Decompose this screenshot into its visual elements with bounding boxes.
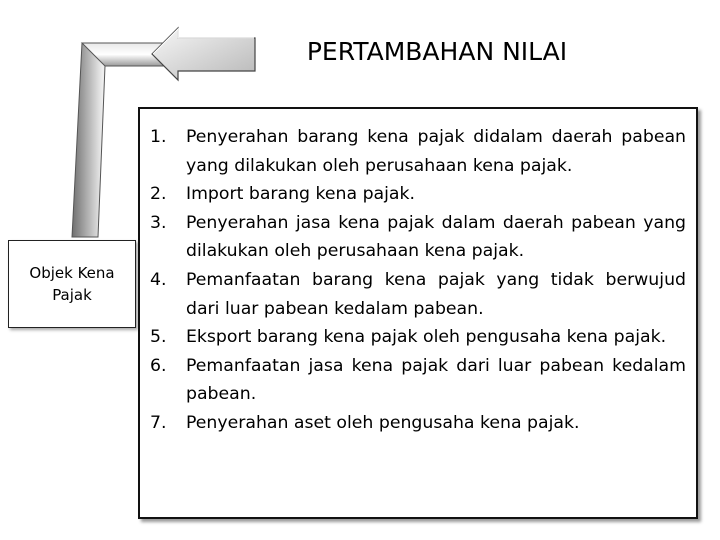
item-text: Pemanfaatan barang kena pajak yang tidak berwujud dari luar pabean kedalam pabean.	[186, 269, 686, 319]
items-box	[138, 107, 698, 519]
item-number: 4.	[150, 269, 167, 290]
item-number: 7.	[150, 412, 167, 433]
item-number: 2.	[150, 184, 167, 205]
list-item	[150, 352, 686, 409]
item-number: 3.	[150, 212, 167, 233]
side-box-label: Objek Kena Pajak	[29, 264, 115, 304]
page-title: PERTAMBAHAN NILAI	[306, 37, 568, 66]
item-number: 1.	[150, 127, 167, 147]
list-item	[150, 209, 686, 266]
item-text: Import barang kena pajak.	[186, 184, 416, 205]
item-text: Eksport barang kena pajak oleh pengusaha kena pajak.	[186, 327, 667, 348]
list-item	[150, 323, 686, 352]
item-text: Penyerahan aset oleh pengusaha kena pajak.	[186, 412, 580, 433]
item-text: Penyerahan barang kena pajak didalam daerah pabean yang dilakukan oleh perusahaan kena pajak.	[186, 127, 686, 176]
item-number: 6.	[150, 355, 167, 376]
list-item	[150, 266, 686, 323]
item-text: Pemanfaatan jasa kena pajak dari luar pabean kedalam pabean.	[186, 355, 686, 405]
objek-kena-pajak-box	[8, 240, 136, 328]
list-item	[150, 409, 686, 438]
items-list	[150, 123, 686, 438]
list-item	[150, 180, 686, 209]
item-text: Penyerahan jasa kena pajak dalam daerah pabean yang dilakukan oleh perusahaan kena pajak.	[186, 212, 686, 262]
list-item	[150, 123, 686, 180]
item-number: 5.	[150, 327, 167, 348]
